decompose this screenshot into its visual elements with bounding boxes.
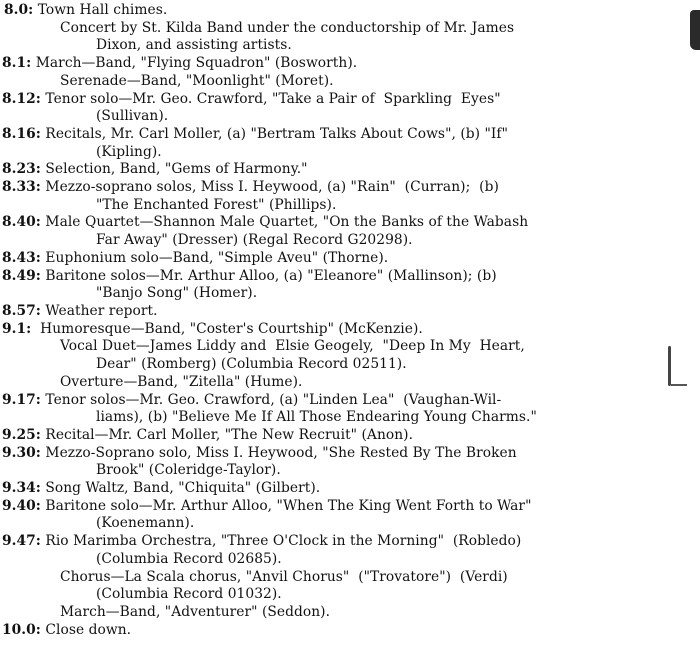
program-text: Serenade—Band, "Moonlight" (Moret).: [60, 73, 334, 89]
program-line: [2, 214, 528, 230]
program-time: 8.1:: [2, 55, 32, 71]
program-text: Dear" (Romberg) (Columbia Record 02511).: [96, 356, 407, 372]
program-text: Recitals, Mr. Carl Moller, (a) "Bertram Talks About Cows", (b) "If": [40, 126, 508, 142]
program-line: [2, 161, 308, 177]
program-line: [96, 356, 407, 372]
program-line: [96, 409, 537, 425]
program-line: [2, 480, 320, 496]
program-text: "Banjo Song" (Homer).: [96, 285, 258, 301]
program-time: 9.47:: [2, 533, 41, 549]
program-line: [2, 498, 531, 514]
program-line: [96, 232, 413, 248]
program-line: [96, 197, 336, 213]
program-text: (Columbia Record 01032).: [96, 586, 282, 602]
program-text: Brook" (Coleridge-Taylor).: [96, 462, 281, 478]
program-line: [2, 55, 357, 71]
program-line: [60, 73, 334, 89]
program-text: Baritone solo—Mr. Arthur Alloo, "When The King Went Forth to War": [40, 498, 532, 514]
program-line: [60, 338, 525, 354]
program-line: [96, 586, 282, 602]
program-text: Dixon, and assisting artists.: [96, 37, 292, 53]
program-time: 10.0:: [2, 622, 41, 638]
program-text: Euphonium solo—Band, "Simple Aveu" (Thorne).: [40, 250, 389, 266]
program-line: [96, 144, 162, 160]
program-text: Mezzo-Soprano solo, Miss I. Heywood, "She Rested By The Broken: [40, 445, 517, 461]
program-text: Tenor solo—Mr. Geo. Crawford, "Take a Pair of Sparkling Eyes": [40, 91, 501, 107]
program-text: (Columbia Record 02685).: [96, 551, 282, 567]
scan-edge-mark: [668, 346, 671, 386]
program-line: [2, 268, 497, 284]
program-time: 9.34:: [2, 480, 41, 496]
program-time: 8.23:: [2, 161, 41, 177]
scan-edge-mark: [671, 384, 687, 386]
program-text: Mezzo-soprano solos, Miss I. Heywood, (a) "Rain" (Curran); (b): [40, 179, 499, 195]
program-line: [2, 250, 388, 266]
program-text: Humoresque—Band, "Coster's Courtship" (McKenzie).: [31, 321, 423, 337]
program-line: [2, 392, 501, 408]
program-time: 8.33:: [2, 179, 41, 195]
program-line: [2, 179, 499, 195]
program-time: 9.40:: [2, 498, 41, 514]
program-text: Selection, Band, "Gems of Harmony.": [40, 161, 308, 177]
program-line: [2, 622, 131, 638]
program-text: "The Enchanted Forest" (Phillips).: [96, 197, 337, 213]
program-text: Vocal Duet—James Liddy and Elsie Geogely, "Deep In My Heart,: [60, 338, 525, 354]
program-text: March—Band, "Flying Squadron" (Bosworth).: [31, 55, 358, 71]
program-text: (Kipling).: [96, 144, 162, 160]
program-line: [2, 303, 158, 319]
program-line: [96, 285, 257, 301]
program-line: [96, 462, 281, 478]
program-text: Far Away" (Dresser) (Regal Record G20298).: [96, 232, 413, 248]
program-line: [2, 445, 517, 461]
program-text: Rio Marimba Orchestra, "Three O'Clock in the Morning" (Robledo): [40, 533, 522, 549]
program-line: [60, 374, 302, 390]
program-text: Overture—Band, "Zitella" (Hume).: [60, 374, 303, 390]
program-line: [2, 427, 413, 443]
program-time: 8.16:: [2, 126, 41, 142]
program-text: March—Band, "Adventurer" (Seddon).: [60, 604, 331, 620]
program-line: [2, 321, 423, 337]
program-text: Concert by St. Kilda Band under the conductorship of Mr. James: [60, 20, 515, 36]
program-text: liams), (b) "Believe Me If All Those Endearing Young Charms.": [96, 409, 537, 425]
program-time: 8.12:: [2, 91, 41, 107]
program-text: Chorus—La Scala chorus, "Anvil Chorus" ("Trovatore") (Verdi): [60, 569, 508, 585]
program-line: [2, 91, 501, 107]
program-line: [96, 37, 292, 53]
program-text: Baritone solos—Mr. Arthur Alloo, (a) "Eleanore" (Mallinson); (b): [40, 268, 497, 284]
program-time: 8.43:: [2, 250, 41, 266]
program-line: [4, 2, 167, 18]
scan-edge-mark: [690, 10, 700, 50]
program-time: 8.49:: [2, 268, 41, 284]
program-text: (Koenemann).: [96, 515, 195, 531]
program-time: 8.40:: [2, 214, 41, 230]
program-line: [96, 551, 282, 567]
program-line: [60, 20, 514, 36]
program-line: [60, 569, 508, 585]
program-line: [2, 126, 508, 142]
program-text: (Sullivan).: [96, 108, 169, 124]
program-time: 8.57:: [2, 303, 41, 319]
program-line: [96, 108, 168, 124]
program-time: 9.1:: [2, 321, 32, 337]
program-text: Male Quartet—Shannon Male Quartet, "On the Banks of the Wabash: [40, 214, 529, 230]
program-time: 8.0:: [4, 2, 34, 18]
program-text: Recital—Mr. Carl Moller, "The New Recruit" (Anon).: [40, 427, 414, 443]
program-text: Song Waltz, Band, "Chiquita" (Gilbert).: [40, 480, 321, 496]
program-time: 9.25:: [2, 427, 41, 443]
program-text: Tenor solos—Mr. Geo. Crawford, (a) "Linden Lea" (Vaughan-Wil-: [40, 392, 502, 408]
program-line: [2, 533, 521, 549]
program-line: [96, 515, 194, 531]
program-text: Weather report.: [40, 303, 158, 319]
program-time: 9.30:: [2, 445, 41, 461]
program-line: [60, 604, 330, 620]
program-text: Close down.: [40, 622, 132, 638]
program-time: 9.17:: [2, 392, 41, 408]
program-text: Town Hall chimes.: [33, 2, 168, 18]
